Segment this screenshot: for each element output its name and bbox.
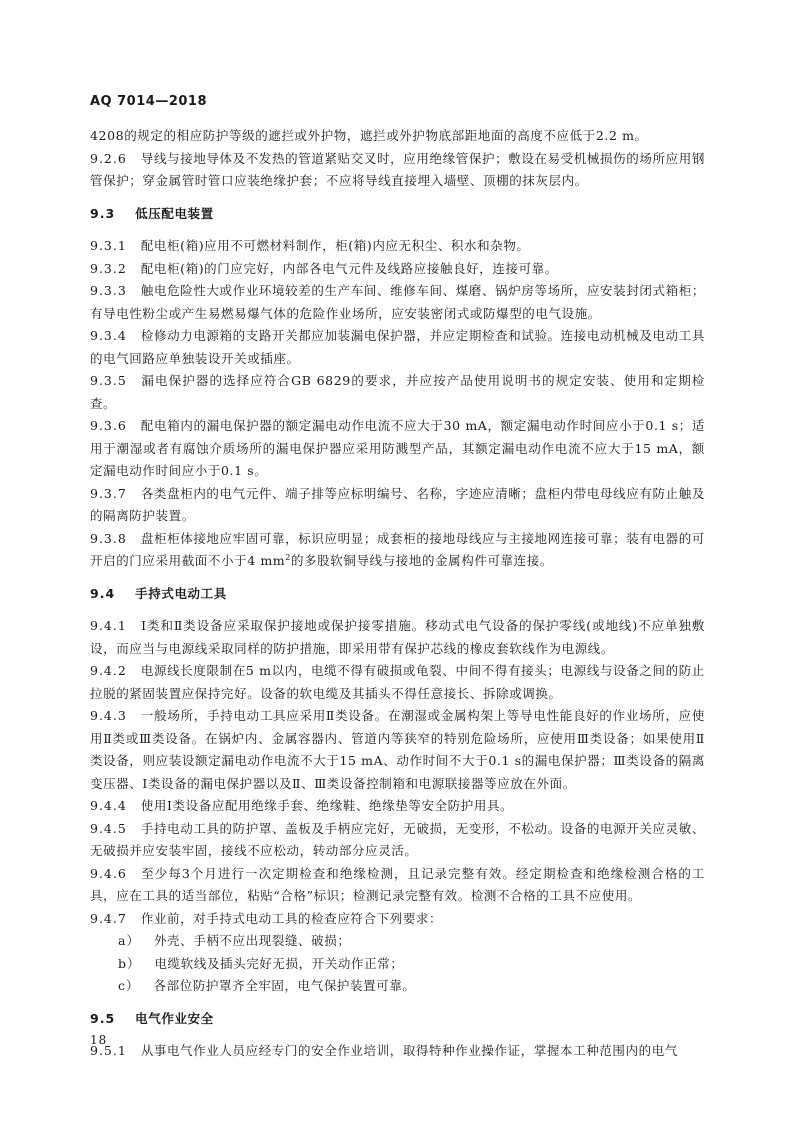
- page-number: 18: [90, 1033, 108, 1047]
- section-heading-9-3: [90, 203, 705, 226]
- clause-text: 各类盘柜内的电气元件、端子排等应标明编号、名称，字迹应清晰；盘柜内带电母线应有防止触及的隔离防护装置。: [90, 485, 705, 523]
- clause-9-3-6: [90, 415, 705, 483]
- list-item-a: [90, 930, 705, 953]
- list-marker: c）: [118, 978, 140, 993]
- clause-number: 9.4.2: [90, 663, 127, 678]
- list-text: 各部位防护罩齐全牢固，电气保护装置可靠。: [153, 978, 416, 993]
- standard-code-header: AQ 7014—2018: [90, 94, 208, 109]
- clause-number: 9.4.4: [90, 798, 127, 813]
- clause-number: 9.3.8: [90, 530, 127, 546]
- list-marker: a）: [118, 933, 140, 948]
- section-number: 9.4: [90, 585, 116, 601]
- clause-text: 电源线长度限制在5 m以内，电缆不得有破损或龟裂、中间不得有接头；电源线与设备之间的防止拉脱的紧固装置应保持完好。设备的软电缆及其插头不得任意接长、拆除或调换。: [90, 663, 705, 701]
- clause-9-4-3: [90, 705, 705, 795]
- clause-number: 9.3.2: [90, 260, 127, 276]
- clause-number: 9.3.4: [90, 328, 127, 343]
- clause-9-4-5: [90, 818, 705, 863]
- clause-number: 9.3.5: [90, 373, 127, 388]
- clause-9-3-5: [90, 370, 705, 415]
- section-title: 手持式电动工具: [135, 585, 227, 601]
- clause-text: 一般场所，手持电动工具应采用Ⅱ类设备。在潮湿或金属构架上等导电性能良好的作业场所，应使用Ⅱ类或Ⅲ类设备。在锅炉内、金属容器内、管道内等狭窄的特别危险场所，应使用Ⅲ类设备；如果使用Ⅱ类设备，则应装设额定漏电动作电流不大于15 mA、动作时间不大于0.1 s的漏电保护器；Ⅲ类设备的隔离变压器、Ⅰ类设备的漏电保护器以及Ⅱ、Ⅲ类设备控制箱和电源联接器等应放在外面。: [90, 708, 705, 791]
- clause-text: 使用Ⅰ类设备应配用绝缘手套、绝缘鞋、绝缘垫等安全防护用具。: [140, 798, 514, 813]
- section-number: 9.3: [90, 205, 116, 221]
- clause-number: 9.3.1: [90, 238, 127, 253]
- clause-number: 9.4.6: [90, 865, 127, 881]
- section-heading-9-5: [90, 1008, 705, 1031]
- clause-text-part-b: 的多股软铜导线与接地的金属构件可靠连接。: [290, 553, 553, 568]
- superscript-exponent: 2: [285, 552, 291, 562]
- clause-9-4-7: [90, 908, 705, 931]
- clause-text: 配电箱内的漏电保护器的额定漏电动作电流不应大于30 mA，额定漏电动作时间应小于0.1 s；适用于潮湿或者有腐蚀介质场所的漏电保护器应采用防溅型产品，其额定漏电动作电流不应大于15 mA，额定漏电动作时间应小于0.1 s。: [90, 418, 705, 478]
- section-number: 9.5: [90, 1010, 116, 1026]
- clause-9-4-6: [90, 863, 705, 908]
- clause-number: 9.4.5: [90, 820, 127, 836]
- section-heading-9-4: [90, 583, 705, 606]
- clause-text: 配电柜(箱)的门应完好，内部各电气元件及线路应接触良好，连接可靠。: [140, 260, 558, 276]
- clause-9-4-2: [90, 660, 705, 705]
- clause-text: 检修动力电源箱的支路开关都应加装漏电保护器，并应定期检查和试验。连接电动机械及电动工具的电气回路应单独装设开关或插座。: [90, 328, 705, 366]
- clause-text: 至少每3个月进行一次定期检查和绝缘检测，且记录完整有效。经定期检查和绝缘检测合格的工具，应在工具的适当部位，粘贴“合格”标识；检测记录完整有效。检测不合格的工具不应使用。: [90, 865, 705, 903]
- clause-number: 9.3.3: [90, 283, 127, 298]
- clause-9-3-7: [90, 483, 705, 528]
- section-title: 电气作业安全: [135, 1010, 214, 1026]
- clause-number: 9.4.3: [90, 708, 127, 723]
- clause-text: 漏电保护器的选择应符合GB 6829的要求，并应按产品使用说明书的规定安装、使用和定期检查。: [90, 373, 705, 411]
- list-item-c: [90, 975, 705, 998]
- clause-text: 导线与接地导体及不发热的管道紧贴交叉时，应用绝缘管保护；敷设在易受机械损伤的场所应用钢管保护；穿金属管时管口应装绝缘护套；不应将导线直接埋入墙壁、顶棚的抹灰层内。: [90, 150, 705, 188]
- clause-9-4-4: [90, 795, 705, 818]
- document-body: [90, 125, 705, 1063]
- clause-text: 配电柜(箱)应用不可燃材料制作，柜(箱)内应无积尘、积水和杂物。: [140, 238, 530, 253]
- clause-text: Ⅰ类和Ⅱ类设备应采取保护接地或保护接零措施。移动式电气设备的保护零线(或地线)不应单独敷设，而应当与电源线采取同样的防护措施，即采用带有保护芯线的橡皮套软线作为电源线。: [90, 618, 705, 656]
- clause-9-5-1: [90, 1040, 705, 1063]
- clause-number: 9.4.1: [90, 618, 127, 633]
- clause-text: 手持电动工具的防护罩、盖板及手柄应完好，无破损，无变形，不松动。设备的电源开关应灵敏、无破损并应安装牢固，接线不应松动，转动部分应灵活。: [90, 820, 705, 858]
- clause-9-3-1: [90, 235, 705, 258]
- clause-text: 触电危险性大或作业环境较差的生产车间、维修车间、煤磨、锅炉房等场所，应安装封闭式箱柜；有导电性粉尘或产生易燃易爆气体的危险作业场所，应安装密闭式或防爆型的电气设施。: [90, 283, 705, 321]
- clause-number: 9.3.7: [90, 485, 127, 501]
- clause-9-3-2: [90, 258, 705, 281]
- clause-9-3-3: [90, 280, 705, 325]
- list-marker: b）: [118, 955, 141, 971]
- clause-9-3-4: [90, 325, 705, 370]
- clause-text: 从事电气作业人员应经专门的安全作业培训，取得特种作业操作证，掌握本工种范围内的电气: [140, 1043, 678, 1058]
- clause-number: 9.4.7: [90, 910, 127, 926]
- list-item-b: [90, 953, 705, 976]
- list-text: 电缆软线及插头完好无损，开关动作正常；: [154, 955, 404, 971]
- clause-text: 作业前，对手持式电动工具的检查应符合下列要求：: [140, 910, 443, 926]
- clause-number: 9.2.6: [90, 150, 127, 166]
- section-title: 低压配电装置: [135, 205, 214, 221]
- clause-9-4-1: [90, 615, 705, 660]
- list-text: 外壳、手柄不应出现裂缝、破损；: [153, 933, 351, 948]
- clause-9-2-6: [90, 148, 705, 193]
- clause-9-3-8: [90, 528, 705, 573]
- paragraph-continuation: 4208的规定的相应防护等级的遮拦或外护物，遮拦或外护物底部距地面的高度不应低于2.2 m。: [90, 128, 648, 143]
- clause-text-part-a: 盘柜柜体接地应牢固可靠，标识应明显；成套柜的接地母线应与主接地网连接可靠；装有电器的可开启的门应采用截面不小于4 mm: [90, 530, 705, 568]
- clause-number: 9.5.1: [90, 1043, 127, 1058]
- clause-number: 9.3.6: [90, 418, 127, 433]
